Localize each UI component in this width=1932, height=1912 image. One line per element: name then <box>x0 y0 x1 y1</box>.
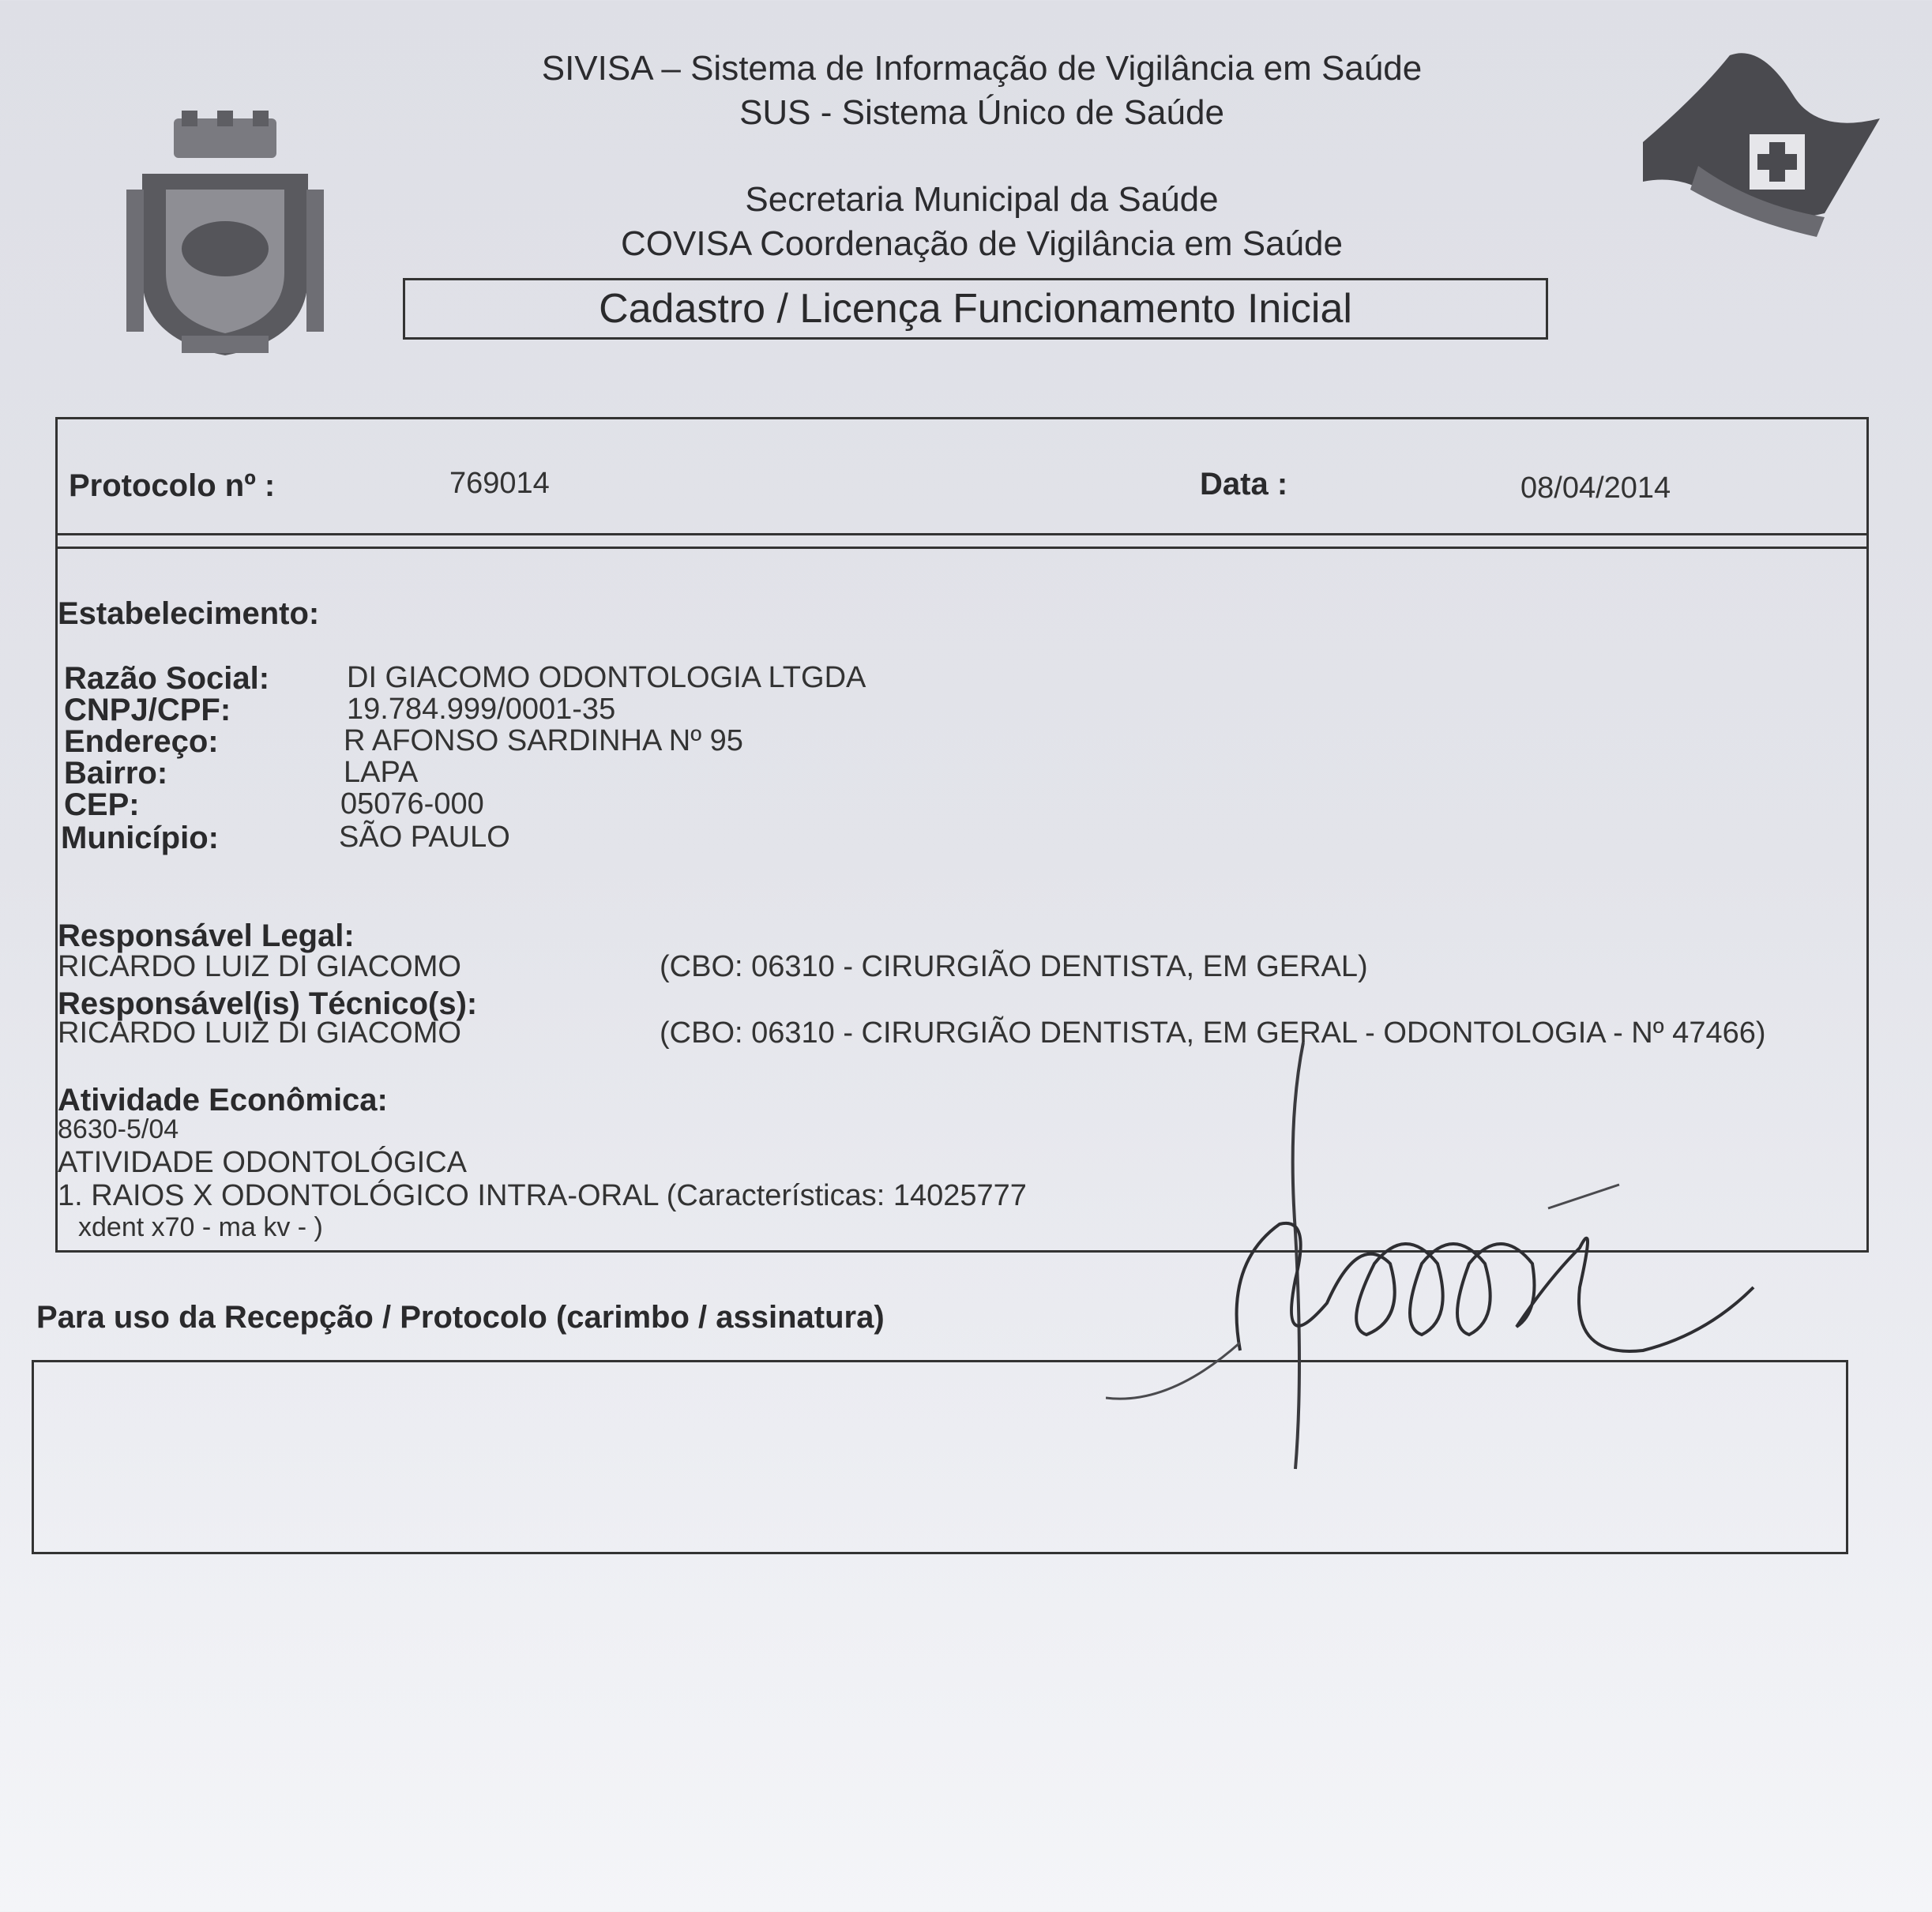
field-label-bairro: Bairro: <box>64 756 168 791</box>
field-label-cep: CEP: <box>64 787 140 822</box>
field-value-municipio: SÃO PAULO <box>339 821 510 854</box>
protocol-row <box>58 419 1866 536</box>
protocol-separator <box>58 533 1866 549</box>
economic-activity-description: ATIVIDADE ODONTOLÓGICA <box>58 1146 468 1179</box>
economic-activity-item-continuation: xdent x70 - ma kv - ) <box>78 1212 323 1242</box>
header-covisa: COVISA Coordenação de Vigilância em Saúde <box>621 224 1343 263</box>
field-value-endereco: R AFONSO SARDINHA Nº 95 <box>344 724 743 757</box>
field-label-municipio: Município: <box>61 821 219 855</box>
field-value-razao-social: DI GIACOMO ODONTOLOGIA LTGDA <box>347 661 866 694</box>
signature-drawing <box>1106 1027 1769 1485</box>
header-system-name: SIVISA – Sistema de Informação de Vigilância em Saúde <box>541 49 1423 88</box>
document-title-box <box>403 278 1548 340</box>
field-value-cnpj: 19.784.999/0001-35 <box>347 693 616 726</box>
field-label-cnpj: CNPJ/CPF: <box>64 693 231 727</box>
legal-responsible-label: Responsável Legal: <box>58 918 355 953</box>
establishment-section-title: Estabelecimento: <box>58 596 320 631</box>
field-value-cep: 05076-000 <box>340 787 484 821</box>
technical-responsible-cbo: (CBO: 06310 - CIRURGIÃO DENTISTA, EM GERAL - ODONTOLOGIA - Nº 47466) <box>660 1016 1766 1050</box>
header-sus-name: SUS - Sistema Único de Saúde <box>739 93 1224 132</box>
date-label: Data : <box>1200 467 1288 501</box>
technical-responsible-label: Responsável(is) Técnico(s): <box>58 986 478 1021</box>
economic-activity-label: Atividade Econômica: <box>58 1083 388 1118</box>
header-secretaria: Secretaria Municipal da Saúde <box>745 180 1219 219</box>
field-label-razao-social: Razão Social: <box>64 661 270 696</box>
protocol-label: Protocolo nº : <box>69 468 276 503</box>
legal-responsible-name: RICARDO LUIZ DI GIACOMO <box>58 950 461 983</box>
document-title: Cadastro / Licença Funcionamento Inicial <box>599 286 1352 332</box>
field-label-endereco: Endereço: <box>64 724 219 759</box>
protocol-number: 769014 <box>449 467 550 500</box>
economic-activity-code: 8630-5/04 <box>58 1114 179 1144</box>
economic-activity-item: 1. RAIOS X ODONTOLÓGICO INTRA-ORAL (Características: 14025777 <box>58 1179 1027 1212</box>
legal-responsible-cbo: (CBO: 06310 - CIRURGIÃO DENTISTA, EM GERAL) <box>660 950 1368 983</box>
reception-label: Para uso da Recepção / Protocolo (carimbo / assinatura) <box>36 1300 885 1335</box>
date-value: 08/04/2014 <box>1520 471 1671 505</box>
field-value-bairro: LAPA <box>344 756 419 789</box>
technical-responsible-name: RICARDO LUIZ DI GIACOMO <box>58 1016 461 1050</box>
